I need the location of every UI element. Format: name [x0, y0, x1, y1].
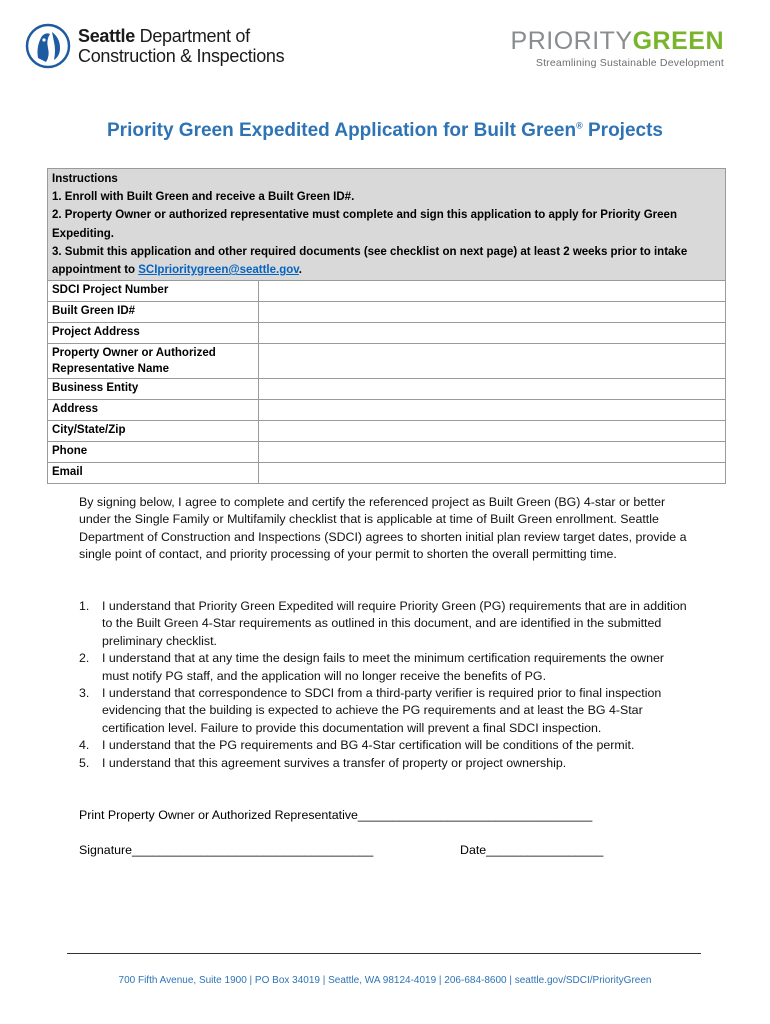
field-row: [48, 442, 726, 463]
list-item-number: 2.: [79, 651, 90, 666]
instruction-step-2: 2. Property Owner or authorized representative must complete and sign this application to apply for Priority Green Expediting.: [52, 209, 677, 240]
print-name-line[interactable]: Print Property Owner or Authorized Representative__________________________________: [79, 808, 593, 822]
sdci-logo: [24, 22, 284, 70]
field-label: Email: [48, 463, 259, 484]
city-state-zip-field[interactable]: [259, 421, 726, 442]
field-label: SDCI Project Number: [48, 281, 259, 302]
list-item-number: 4.: [79, 738, 90, 753]
org-name-line1: Department of: [139, 26, 250, 46]
list-item: [79, 685, 691, 737]
field-row: [48, 463, 726, 484]
list-item: [79, 755, 691, 772]
org-name-line2: Construction & Inspections: [78, 46, 285, 66]
brand-part1: PRIORITY: [510, 27, 633, 55]
business-entity-field[interactable]: [259, 379, 726, 400]
footer-contact: 700 Fifth Avenue, Suite 1900 | PO Box 34019 | Seattle, WA 98124-4019 | 206-684-8600 | seattle.gov/SDCI/PriorityGreen: [118, 975, 652, 986]
title-main: Priority Green Expedited Application for Built Green: [107, 120, 577, 141]
field-row: [48, 400, 726, 421]
field-label: Business Entity: [48, 379, 259, 400]
field-row: [48, 344, 726, 379]
field-row: [48, 379, 726, 400]
list-item-text: I understand that this agreement survives a transfer of property or project ownership.: [102, 755, 567, 770]
built-green-id-field[interactable]: [259, 302, 726, 323]
page-title: [0, 120, 770, 142]
project-address-field[interactable]: [259, 323, 726, 344]
footer-divider: [67, 953, 701, 954]
brand-tagline: Streamlining Sustainable Development: [535, 57, 724, 69]
address-field[interactable]: [259, 400, 726, 421]
title-registered-mark: ®: [576, 120, 583, 131]
instructions-cell: [48, 169, 726, 281]
list-item-text: I understand that Priority Green Expedited will require Priority Green (PG) requirements that are in addition to the Built Green 4-Star requirements as outlined in this document, and are identified in the submitted preliminary checklist.: [102, 599, 687, 648]
phone-field[interactable]: [259, 442, 726, 463]
field-row: [48, 421, 726, 442]
application-form-table: [47, 168, 726, 484]
sdci-project-number-field[interactable]: [259, 281, 726, 302]
field-label: City/State/Zip: [48, 421, 259, 442]
owner-name-field[interactable]: [259, 344, 726, 379]
list-item-text: I understand that at any time the design fails to meet the minimum certification requirements the owner must notify PG staff, and the application will no longer receive the benefits of PG.: [102, 651, 664, 683]
list-item-number: 5.: [79, 755, 90, 770]
instruction-step-3: [52, 243, 721, 279]
instruction-step-3-end: .: [298, 264, 302, 277]
field-label: Address: [48, 400, 259, 421]
email-link[interactable]: SCIprioritygreen@seattle.gov: [138, 264, 299, 277]
list-item: [79, 737, 691, 754]
list-item-text: I understand that the PG requirements and BG 4-Star certification will be conditions of the permit.: [102, 738, 635, 753]
field-row: [48, 323, 726, 344]
agreement-list: [79, 598, 691, 772]
email-field[interactable]: [259, 463, 726, 484]
field-label: Project Address: [48, 323, 259, 344]
field-label: Built Green ID#: [48, 302, 259, 323]
field-row: [48, 302, 726, 323]
agreement-intro: By signing below, I agree to complete and certify the referenced project as Built Green (BG) 4-star or better under the Single Family or Multifamily checklist that is applicable at time of Built Green enrollment. Seattle Department of Construction and Inspections (SDCI) agrees to shorten initial plan review target dates, provide a single point of contact, and priority processing of your permit to shorten the overall permitting time.: [79, 495, 687, 562]
instruction-step-3-text: 3. Submit this application and other required documents (see checklist on next page) at least 2 weeks prior to intake appointment to: [52, 245, 688, 277]
date-line[interactable]: Date_________________: [460, 843, 604, 857]
seattle-seal-icon: [24, 22, 72, 70]
list-item-number: 1.: [79, 599, 90, 613]
field-label: Property Owner or Authorized Representative Name: [48, 344, 259, 379]
org-name-bold: Seattle: [78, 26, 135, 46]
page-header: [0, 0, 770, 80]
list-item: [79, 650, 691, 685]
instruction-step-1: 1. Enroll with Built Green and receive a Built Green ID#.: [52, 191, 355, 204]
field-row: [48, 281, 726, 302]
priority-green-logo: [511, 28, 724, 69]
list-item: [79, 598, 691, 650]
field-label: Phone: [48, 442, 259, 463]
title-tail: Projects: [582, 120, 663, 141]
list-item-text: I understand that correspondence to SDCI from a third-party verifier is required prior to final inspection evidencing that the building is expected to achieve the PG requirements and at least the BG 4-Star certification level. Failure to provide this documentation will prevent a final SDCI inspection.: [102, 686, 662, 735]
brand-part2: GREEN: [632, 27, 724, 55]
signature-line[interactable]: Signature___________________________________: [79, 843, 374, 857]
list-item-number: 3.: [79, 686, 90, 701]
instructions-heading: Instructions: [52, 173, 118, 185]
